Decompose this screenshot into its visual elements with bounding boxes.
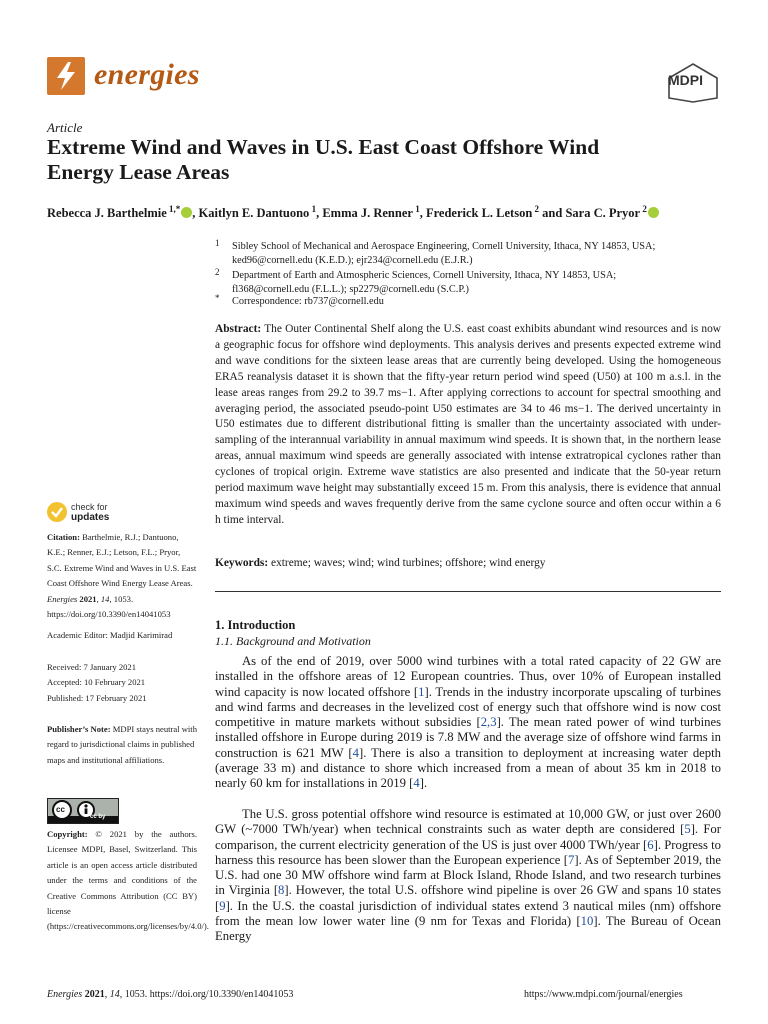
- citation-year: 2021: [79, 593, 97, 604]
- author-affiliation-mark: 2: [532, 204, 540, 214]
- paragraph-text: ]. For comparison, the current electricity generation of the US is just over 4000 TWh/year [: [215, 822, 721, 852]
- copyright-label: Copyright:: [47, 829, 88, 839]
- publisher-name: MDPI: [668, 72, 703, 88]
- academic-editor: Academic Editor: Madjid Karimirad: [47, 630, 173, 640]
- affiliation-line: fl368@cornell.edu (F.L.L.); sp2279@cornell.edu (S.C.P.): [232, 284, 469, 295]
- updates-label[interactable]: updates: [71, 512, 110, 523]
- keywords: [215, 557, 721, 569]
- author-name: Sara C. Pryor: [565, 206, 641, 221]
- citation-ref-link[interactable]: 5: [684, 822, 691, 837]
- section-heading: 1. Introduction: [215, 618, 296, 632]
- dates: [47, 660, 197, 706]
- journal-logo: [47, 57, 85, 95]
- license-badge-text: cc by: [90, 814, 106, 820]
- intro-paragraph-1: [215, 654, 721, 792]
- citation-ref-link[interactable]: 7: [568, 852, 575, 867]
- journal-name: energies: [94, 58, 200, 91]
- paragraph-text: The U.S. gross potential offshore wind resource is estimated at 10,000 GW, or just over 2600 GW (~7000 TWh/year) when technical constraints such as water depth are considered [: [215, 807, 721, 837]
- paragraph-text: ]. There is also a transition to deployment at increasing water depth (average 33 m) and distance to shore which increased from a mean of about 35 km in 2018 to nearly 60 km for installations in 2019 [: [215, 745, 722, 791]
- citation-ref-link[interactable]: 8: [278, 883, 285, 898]
- paragraph-text: ]. However, the total U.S. offshore wind pipeline is over 26 GW and spans 10 states [: [215, 883, 722, 913]
- title-line-1: Extreme Wind and Waves in U.S. East Coast Offshore Wind: [47, 135, 600, 159]
- publisher-note-label: Publisher’s Note:: [47, 724, 111, 734]
- published-date: Published: 17 February 2021: [47, 692, 147, 703]
- copyright: [47, 827, 209, 935]
- orcid-icon[interactable]: [181, 207, 192, 218]
- checkmark-icon: [47, 502, 67, 522]
- paragraph-text: ]. In the U.S. the coastal jurisdiction of individual states extend 3 nautical miles (nm) offshore from the mean low lower water line (9 nm for Texas and Florida) [: [215, 898, 721, 929]
- citation-journal: Energies: [47, 593, 78, 604]
- orcid-icon[interactable]: [648, 207, 659, 218]
- author-affiliation-mark: 1: [412, 204, 420, 214]
- citation-label: Citation:: [47, 532, 80, 542]
- accepted-date: Accepted: 10 February 2021: [47, 677, 146, 688]
- publisher-note-text: MDPI stays neutral with regard to jurisdictional claims in published maps and institutional affiliations.: [47, 724, 197, 765]
- affiliation-line: Correspondence: rb737@cornell.edu: [232, 296, 384, 307]
- citation-volume: 14: [100, 593, 110, 604]
- author-name: Kaitlyn E. Dantuono: [198, 206, 310, 221]
- footer-citation: Energies 2021, 14, 1053. https://doi.org/10.3390/en14041053: [47, 989, 294, 1000]
- paragraph-text: ]. As of September 2019, the U.S. had one 30 MW offshore wind farm at Block Island, Rhode Island, and two research turbines in Virginia [: [215, 852, 721, 898]
- affiliation-mark: *: [215, 293, 220, 303]
- paragraph-text: As of the end of 2019, over 5000 wind turbines with a total rated capacity of 22 GW are installed in the offshore areas of 12 European countries. Thus, over 10% of European installed wind capacity is now located offshore [: [215, 654, 721, 699]
- footer-year: 2021: [84, 989, 105, 1000]
- citation-doi[interactable]: 1053. https://doi.org/10.3390/en14041053: [47, 593, 171, 620]
- abstract-text: The Outer Continental Shelf along the U.S. east coast exhibits abundant wind resources and is now a geographic focus for offshore wind deployments. This analysis derives and presents expected extreme wind and wave conditions for the sixteen lease areas that are currently being developed. Using the homogeneous ERA5 reanalysis dataset it is shown that the fifty-year return period wind speed (U50) at 100 m a.s.l. in the lease areas ranges from 29.2 to 39.7 ms−1. After applying corrections to account for spectral smoothing and averaging period, the associated pseudo-point U50 estimates are 34 to 46 ms−1. The derived uncertainty in U50 estimates due to different distributional fitting is smaller than the uncertainty associated with under-sampling of the interannual variability in annual maximum wind speeds. It is shown that, in the northern lease areas, annual maximum wind speeds are generally associated with intense extratropical cyclones rather than cyclones of tropical origin. Extreme wave statistics are also presented and indicate that the 50-year return period maximum wave height may substantially exceed 15 m. From this analysis, there is evidence that annual maximum wind speeds and waves frequently derive from the same cyclone source and often occur within a 6 h time interval.: [215, 323, 721, 526]
- affiliation-line: ked96@cornell.edu (K.E.D.); ejr234@cornell.edu (E.J.R.): [232, 255, 473, 266]
- author-affiliation-mark: 1,*: [166, 204, 181, 214]
- citation-ref-link[interactable]: 10: [580, 914, 594, 929]
- abstract-label: Abstract:: [215, 323, 262, 335]
- citation-text: Barthelmie, R.J.; Dantuono, K.E.; Renner, E.J.; Letson, F.L.; Pryor, S.C. Extreme Wind and Waves in U.S. East Coast Offshore Wind Energy Lease Areas.: [47, 532, 197, 589]
- author-affiliation-mark: 2: [640, 204, 647, 214]
- intro-paragraph-2: [215, 807, 721, 945]
- citation-ref-link[interactable]: 4: [352, 745, 359, 760]
- author-list: Rebecca J. Barthelmie $^{1,*}$ , Kaitlyn E. Dantuono $^1$, Emma J. Renner $^1$, Frederick L. Letson $^2$ and Sara C. Pryor $^2$: [47, 204, 747, 221]
- check-for-updates-icon[interactable]: [47, 502, 67, 522]
- citation-ref-link[interactable]: 4: [413, 776, 420, 791]
- cc-by-license-badge[interactable]: [47, 798, 119, 824]
- affiliation-mark: 1: [215, 238, 220, 248]
- keywords-label: Keywords:: [215, 557, 269, 569]
- copyright-text: © 2021 by the authors. Licensee MDPI, Basel, Switzerland. This article is an open access article distributed under the terms and conditions of the Creative Commons Attribution (CC BY) license (https://creativecommons.org/licenses/by/4.0/).: [47, 829, 209, 932]
- affiliation-line: Sibley School of Mechanical and Aerospace Engineering, Cornell University, Ithaca, NY 14853, USA;: [232, 241, 656, 252]
- article-title: [47, 135, 707, 185]
- footer-volume: 14: [109, 989, 120, 1000]
- check-for-label[interactable]: check for: [71, 502, 108, 512]
- article-type: Article: [47, 120, 83, 135]
- footer-doi[interactable]: 1053. https://doi.org/10.3390/en14041053: [124, 989, 294, 1000]
- citation-block: Citation: Barthelmie, R.J.; Dantuono, K.E.; Renner, E.J.; Letson, F.L.; Pryor, S.C. Extreme Wind and Waves in U.S. East Coast Offshore Wind Energy Lease Areas. Energies 2021, 14, 1053. https://doi.org/10.3390/en14041053: [47, 532, 197, 620]
- author-name: Frederick L. Letson: [425, 206, 533, 221]
- paragraph-text: ]. Progress to harness this resource has been slower than the European experience [: [215, 837, 722, 867]
- author-name: Rebecca J. Barthelmie: [47, 206, 167, 221]
- divider: [215, 591, 721, 592]
- abstract: [215, 322, 721, 529]
- lightning-icon: [47, 57, 85, 95]
- affiliation-mark: 2: [215, 267, 220, 277]
- author-name: Emma J. Renner: [322, 206, 413, 221]
- citation-ref-link[interactable]: 9: [219, 898, 226, 913]
- paragraph-text: ].: [419, 776, 428, 791]
- citation-ref-link[interactable]: 6: [647, 837, 654, 852]
- author-affiliation-mark: 1: [309, 204, 317, 214]
- title-line-2: Energy Lease Areas: [47, 160, 230, 184]
- paragraph-text: ]. The mean rated power of wind turbines installed offshore in Europe during 2019 is 7.8 MW and the average size of offshore wind farms in construction is 621 MW [: [215, 715, 722, 760]
- citation-ref-link[interactable]: 1: [418, 684, 425, 699]
- publisher-note: [47, 722, 197, 768]
- received-date: Received: 7 January 2021: [47, 662, 137, 672]
- citation-ref-link[interactable]: 2,3: [480, 715, 497, 730]
- keywords-text: extreme; waves; wind; wind turbines; offshore; wind energy: [271, 557, 546, 569]
- paragraph-text: ]. The Bureau of Ocean Energy: [215, 914, 722, 944]
- footer-journal-url[interactable]: https://www.mdpi.com/journal/energies: [524, 989, 683, 1000]
- footer-journal: Energies: [47, 989, 83, 1000]
- affiliation-line: Department of Earth and Atmospheric Sciences, Cornell University, Ithaca, NY 14853, USA;: [232, 270, 617, 281]
- paragraph-text: ]. Trends in the industry incorporate upscaling of turbines and wind farms and decreases in the levelized cost of energy such that offshore wind is now cost competitive in mature markets without subsidies [: [215, 684, 722, 730]
- subsection-heading: 1.1. Background and Motivation: [215, 634, 371, 648]
- cc-glyph: cc: [56, 805, 65, 814]
